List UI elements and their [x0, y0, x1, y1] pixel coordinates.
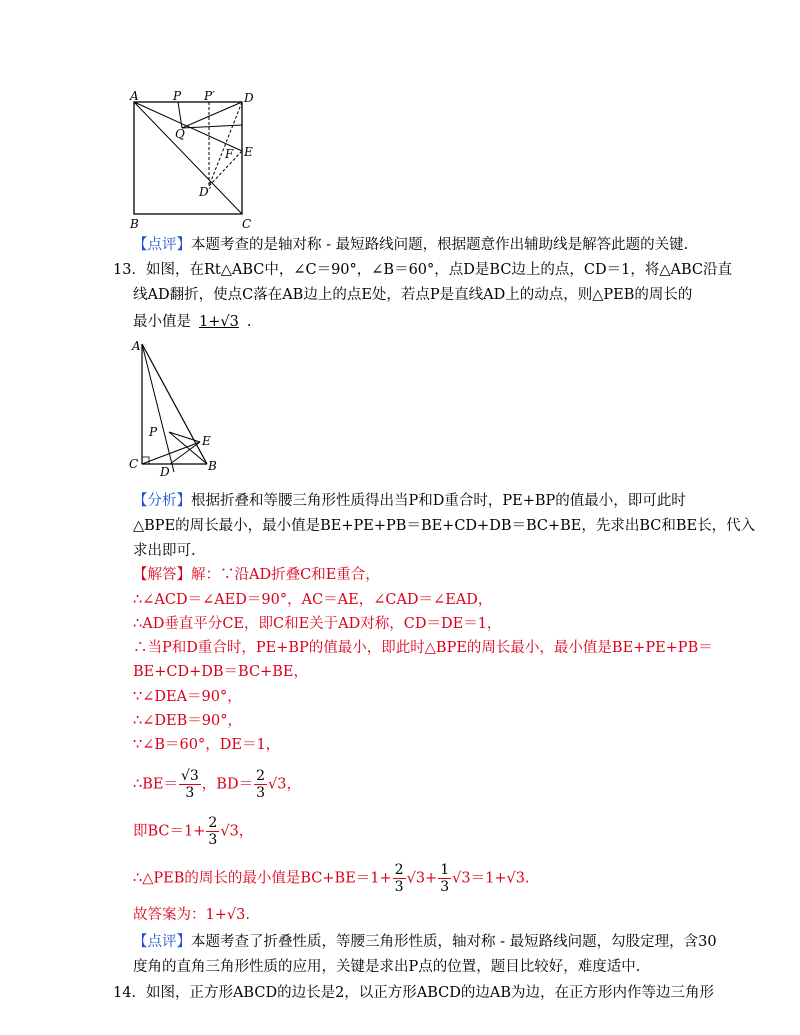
analysis-line1: 【分析】根据折叠和等腰三角形性质得出当P和D重合时，PE+BP的值最小，即可此时: [133, 493, 686, 509]
label-E: E: [244, 145, 253, 159]
comment13-line1: 【点评】本题考查了折叠性质，等腰三角形性质，轴对称 - 最短路线问题，勾股定理，含30: [133, 934, 717, 950]
label-P2: P: [149, 425, 158, 439]
q13-line1: 13．如图，在Rt△ABC中，∠C＝90°，∠B＝60°，点D是BC边上的点，CD＝1，将△ABC沿直: [113, 262, 733, 278]
solution-l2: ∴∠ACD＝∠AED＝90°，AC＝AE，∠CAD＝∠EAD，: [133, 592, 493, 608]
comment13-line2: 度角的直角三角形性质的应用，关键是求出P点的位置，题目比较好，难度适中.: [133, 959, 641, 975]
solution-l10: 即BC＝1+ $\frac{2}{3}$ √3，: [133, 815, 254, 848]
label-P: P: [173, 89, 182, 103]
label-C: C: [242, 217, 252, 231]
label-Q: Q: [175, 127, 185, 141]
solution-l12: 故答案为：1+√3.: [133, 907, 250, 923]
analysis-line3: 求出即可.: [133, 543, 196, 559]
solution-l3: ∴AD垂直平分CE，即C和E关于AD对称，CD＝DE＝1，: [133, 616, 502, 632]
label-D2: D: [160, 465, 170, 476]
solution-l6: ∵∠DEA＝90°，: [133, 689, 242, 705]
q14-line1: 14．如图，正方形ABCD的边长是2，以正方形ABCD的边AB为边，在正方形内作等边三角形: [113, 985, 715, 1001]
label-E2: E: [202, 434, 211, 448]
figure-triangle: [122, 336, 232, 476]
solution-l5: BE+CD+DB＝BC+BE，: [133, 664, 308, 680]
comment-12: 【点评】本题考查的是轴对称 - 最短路线问题，根据题意作出辅助线是解答此题的关键.: [133, 237, 689, 253]
label-Dp: D′: [199, 185, 212, 199]
label-D: D: [244, 91, 254, 105]
label-B2: B: [208, 459, 217, 473]
solution-l11: ∴△PEB的周长的最小值是BC+BE＝1+ $\frac{2}{3}$ √3+ $\frac{1}{3}$ √3＝1+√3.: [133, 862, 530, 895]
solution-l1: 【解答】解：∵沿AD折叠C和E重合，: [133, 567, 380, 583]
q13-line2: 线AD翻折，使点C落在AB边上的点E处，若点P是直线AD上的动点，则△PEB的周长的: [133, 287, 693, 303]
label-C2: C: [129, 457, 139, 471]
q13-line3: 最小值是 1+√3 .: [133, 314, 252, 330]
solution-l8: ∵∠B＝60°，DE＝1，: [133, 737, 281, 753]
solution-l4: ∴当P和D重合时，PE+BP的值最小，即此时△BPE的周长最小，最小值是BE+PE+PB＝: [133, 640, 713, 656]
solution-l9: ∴BE＝ $\frac{√3}{3}$ ，BD＝ $\frac{2}{3}$ √3，: [133, 768, 301, 801]
label-A: A: [130, 89, 139, 103]
solution-l7: ∴∠DEB＝90°，: [133, 713, 242, 729]
label-F: F: [225, 147, 234, 161]
label-Pp: P′: [204, 89, 215, 103]
label-B: B: [130, 217, 139, 231]
figure-square: [120, 88, 270, 233]
analysis-line2: △BPE的周长最小，最小值是BE+PE+PB＝BE+CD+DB＝BC+BE，先求出BC和BE长，代入: [133, 518, 756, 534]
label-A2: A: [132, 339, 141, 353]
